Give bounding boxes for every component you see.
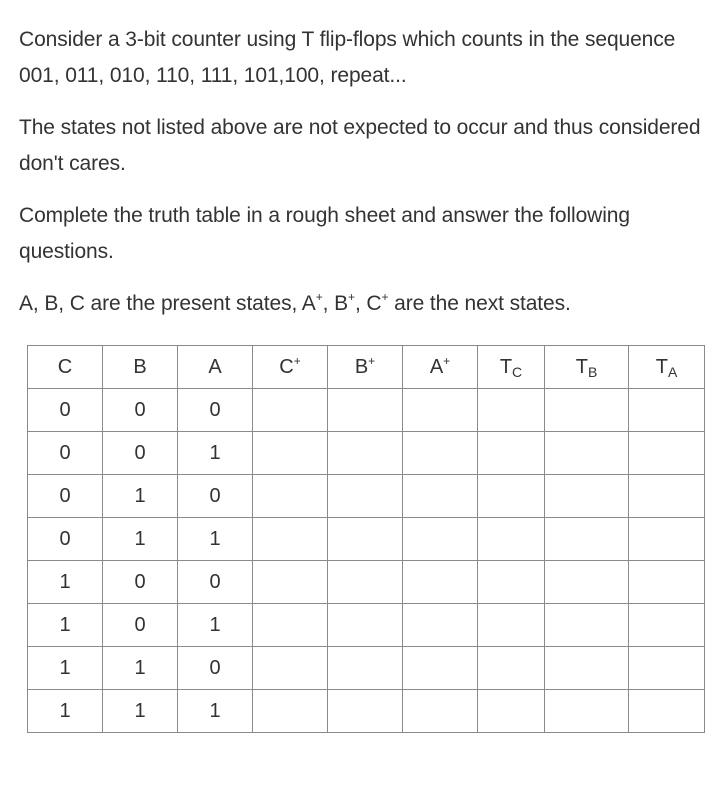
header-a-label: A — [208, 355, 222, 378]
cell-c: 0 — [28, 432, 103, 475]
question-text — [19, 22, 709, 338]
cell-a: 0 — [178, 389, 253, 432]
cell-tc — [478, 690, 545, 733]
cell-a: 0 — [178, 647, 253, 690]
cell-ta — [629, 432, 705, 475]
cell-c: 0 — [28, 475, 103, 518]
header-tb — [545, 346, 629, 389]
cell-b-next — [328, 432, 403, 475]
cell-c: 1 — [28, 561, 103, 604]
cell-a-next — [403, 647, 478, 690]
cell-a: 1 — [178, 432, 253, 475]
cell-b: 1 — [103, 647, 178, 690]
cell-c-next — [253, 561, 328, 604]
table-row — [28, 690, 705, 733]
cell-b: 0 — [103, 432, 178, 475]
cell-c-next — [253, 475, 328, 518]
header-b-next — [328, 346, 403, 389]
header-b-next-sup: + — [368, 353, 376, 368]
cell-b-next — [328, 604, 403, 647]
table-row — [28, 561, 705, 604]
states-lead-text: A, B, C are the present states, A — [19, 292, 316, 315]
cell-b-next — [328, 475, 403, 518]
question-paragraph-sequence: Consider a 3-bit counter using T flip-flops which counts in the sequence 001, 011, 010, 110, 111, 101,100, repeat... — [19, 28, 676, 87]
states-tail-text: are the next states. — [388, 292, 571, 315]
cell-tb — [545, 475, 629, 518]
cell-ta — [629, 561, 705, 604]
header-b-next-label: B — [354, 355, 369, 378]
cell-a: 1 — [178, 604, 253, 647]
cell-a-next — [403, 432, 478, 475]
header-c-label: C — [57, 355, 73, 378]
header-a-next-label: A — [429, 355, 444, 378]
header-c-next-sup: + — [293, 353, 301, 368]
cell-c-next — [253, 389, 328, 432]
cell-a: 1 — [178, 690, 253, 733]
table-row — [28, 518, 705, 561]
cell-b-next — [328, 647, 403, 690]
cell-tb — [545, 690, 629, 733]
c-next-superscript: + — [381, 290, 389, 304]
cell-a-next — [403, 604, 478, 647]
cell-c: 1 — [28, 647, 103, 690]
table-header-row — [28, 346, 705, 389]
cell-tb — [545, 518, 629, 561]
table-row — [28, 432, 705, 475]
states-separator-c: , C — [354, 292, 382, 315]
cell-tc — [478, 432, 545, 475]
cell-c-next — [253, 647, 328, 690]
cell-tc — [478, 604, 545, 647]
table-row — [28, 475, 705, 518]
cell-a-next — [403, 561, 478, 604]
header-tb-sub: B — [587, 363, 598, 380]
cell-a: 1 — [178, 518, 253, 561]
cell-ta — [629, 647, 705, 690]
header-a — [178, 346, 253, 389]
cell-tc — [478, 647, 545, 690]
cell-c: 0 — [28, 518, 103, 561]
header-c-next-label: C — [279, 355, 294, 378]
cell-b-next — [328, 389, 403, 432]
cell-a-next — [403, 475, 478, 518]
header-ta-label: T — [655, 355, 668, 378]
header-a-next — [403, 346, 478, 389]
header-ta-sub: A — [667, 363, 678, 380]
truth-table — [27, 345, 705, 733]
cell-ta — [629, 389, 705, 432]
cell-tb — [545, 389, 629, 432]
header-c-next — [253, 346, 328, 389]
header-b-label: B — [133, 355, 147, 378]
header-ta — [629, 346, 705, 389]
cell-b: 0 — [103, 561, 178, 604]
header-tc-sub: C — [512, 363, 523, 380]
cell-a: 0 — [178, 561, 253, 604]
table-row — [28, 389, 705, 432]
header-b — [103, 346, 178, 389]
cell-c-next — [253, 518, 328, 561]
b-next-superscript: + — [348, 290, 355, 304]
cell-b-next — [328, 690, 403, 733]
cell-b: 1 — [103, 690, 178, 733]
a-next-superscript: + — [315, 290, 323, 304]
cell-b: 0 — [103, 604, 178, 647]
cell-a-next — [403, 690, 478, 733]
table-row — [28, 647, 705, 690]
cell-b: 1 — [103, 475, 178, 518]
cell-tc — [478, 475, 545, 518]
cell-c: 1 — [28, 604, 103, 647]
cell-c-next — [253, 690, 328, 733]
cell-a-next — [403, 389, 478, 432]
header-tc — [478, 346, 545, 389]
cell-tc — [478, 389, 545, 432]
cell-tb — [545, 432, 629, 475]
header-tb-label: T — [575, 355, 588, 378]
cell-c: 1 — [28, 690, 103, 733]
cell-b-next — [328, 518, 403, 561]
cell-ta — [629, 475, 705, 518]
cell-tb — [545, 604, 629, 647]
cell-ta — [629, 690, 705, 733]
cell-tc — [478, 518, 545, 561]
header-a-next-sup: + — [443, 353, 451, 368]
cell-ta — [629, 518, 705, 561]
cell-tb — [545, 561, 629, 604]
question-paragraph-states — [19, 286, 709, 322]
question-paragraph-instructions: Complete the truth table in a rough sheet and answer the following questions. — [19, 204, 630, 263]
cell-c-next — [253, 432, 328, 475]
cell-a-next — [403, 518, 478, 561]
cell-tc — [478, 561, 545, 604]
header-tc-label: T — [499, 355, 513, 378]
question-paragraph-dont-cares: The states not listed above are not expected to occur and thus considered don't cares. — [19, 116, 701, 175]
cell-b-next — [328, 561, 403, 604]
cell-a: 0 — [178, 475, 253, 518]
cell-b: 0 — [103, 389, 178, 432]
states-separator-b: , B — [322, 292, 349, 315]
cell-b: 1 — [103, 518, 178, 561]
header-c — [28, 346, 103, 389]
cell-ta — [629, 604, 705, 647]
table-row — [28, 604, 705, 647]
cell-c-next — [253, 604, 328, 647]
cell-c: 0 — [28, 389, 103, 432]
cell-tb — [545, 647, 629, 690]
